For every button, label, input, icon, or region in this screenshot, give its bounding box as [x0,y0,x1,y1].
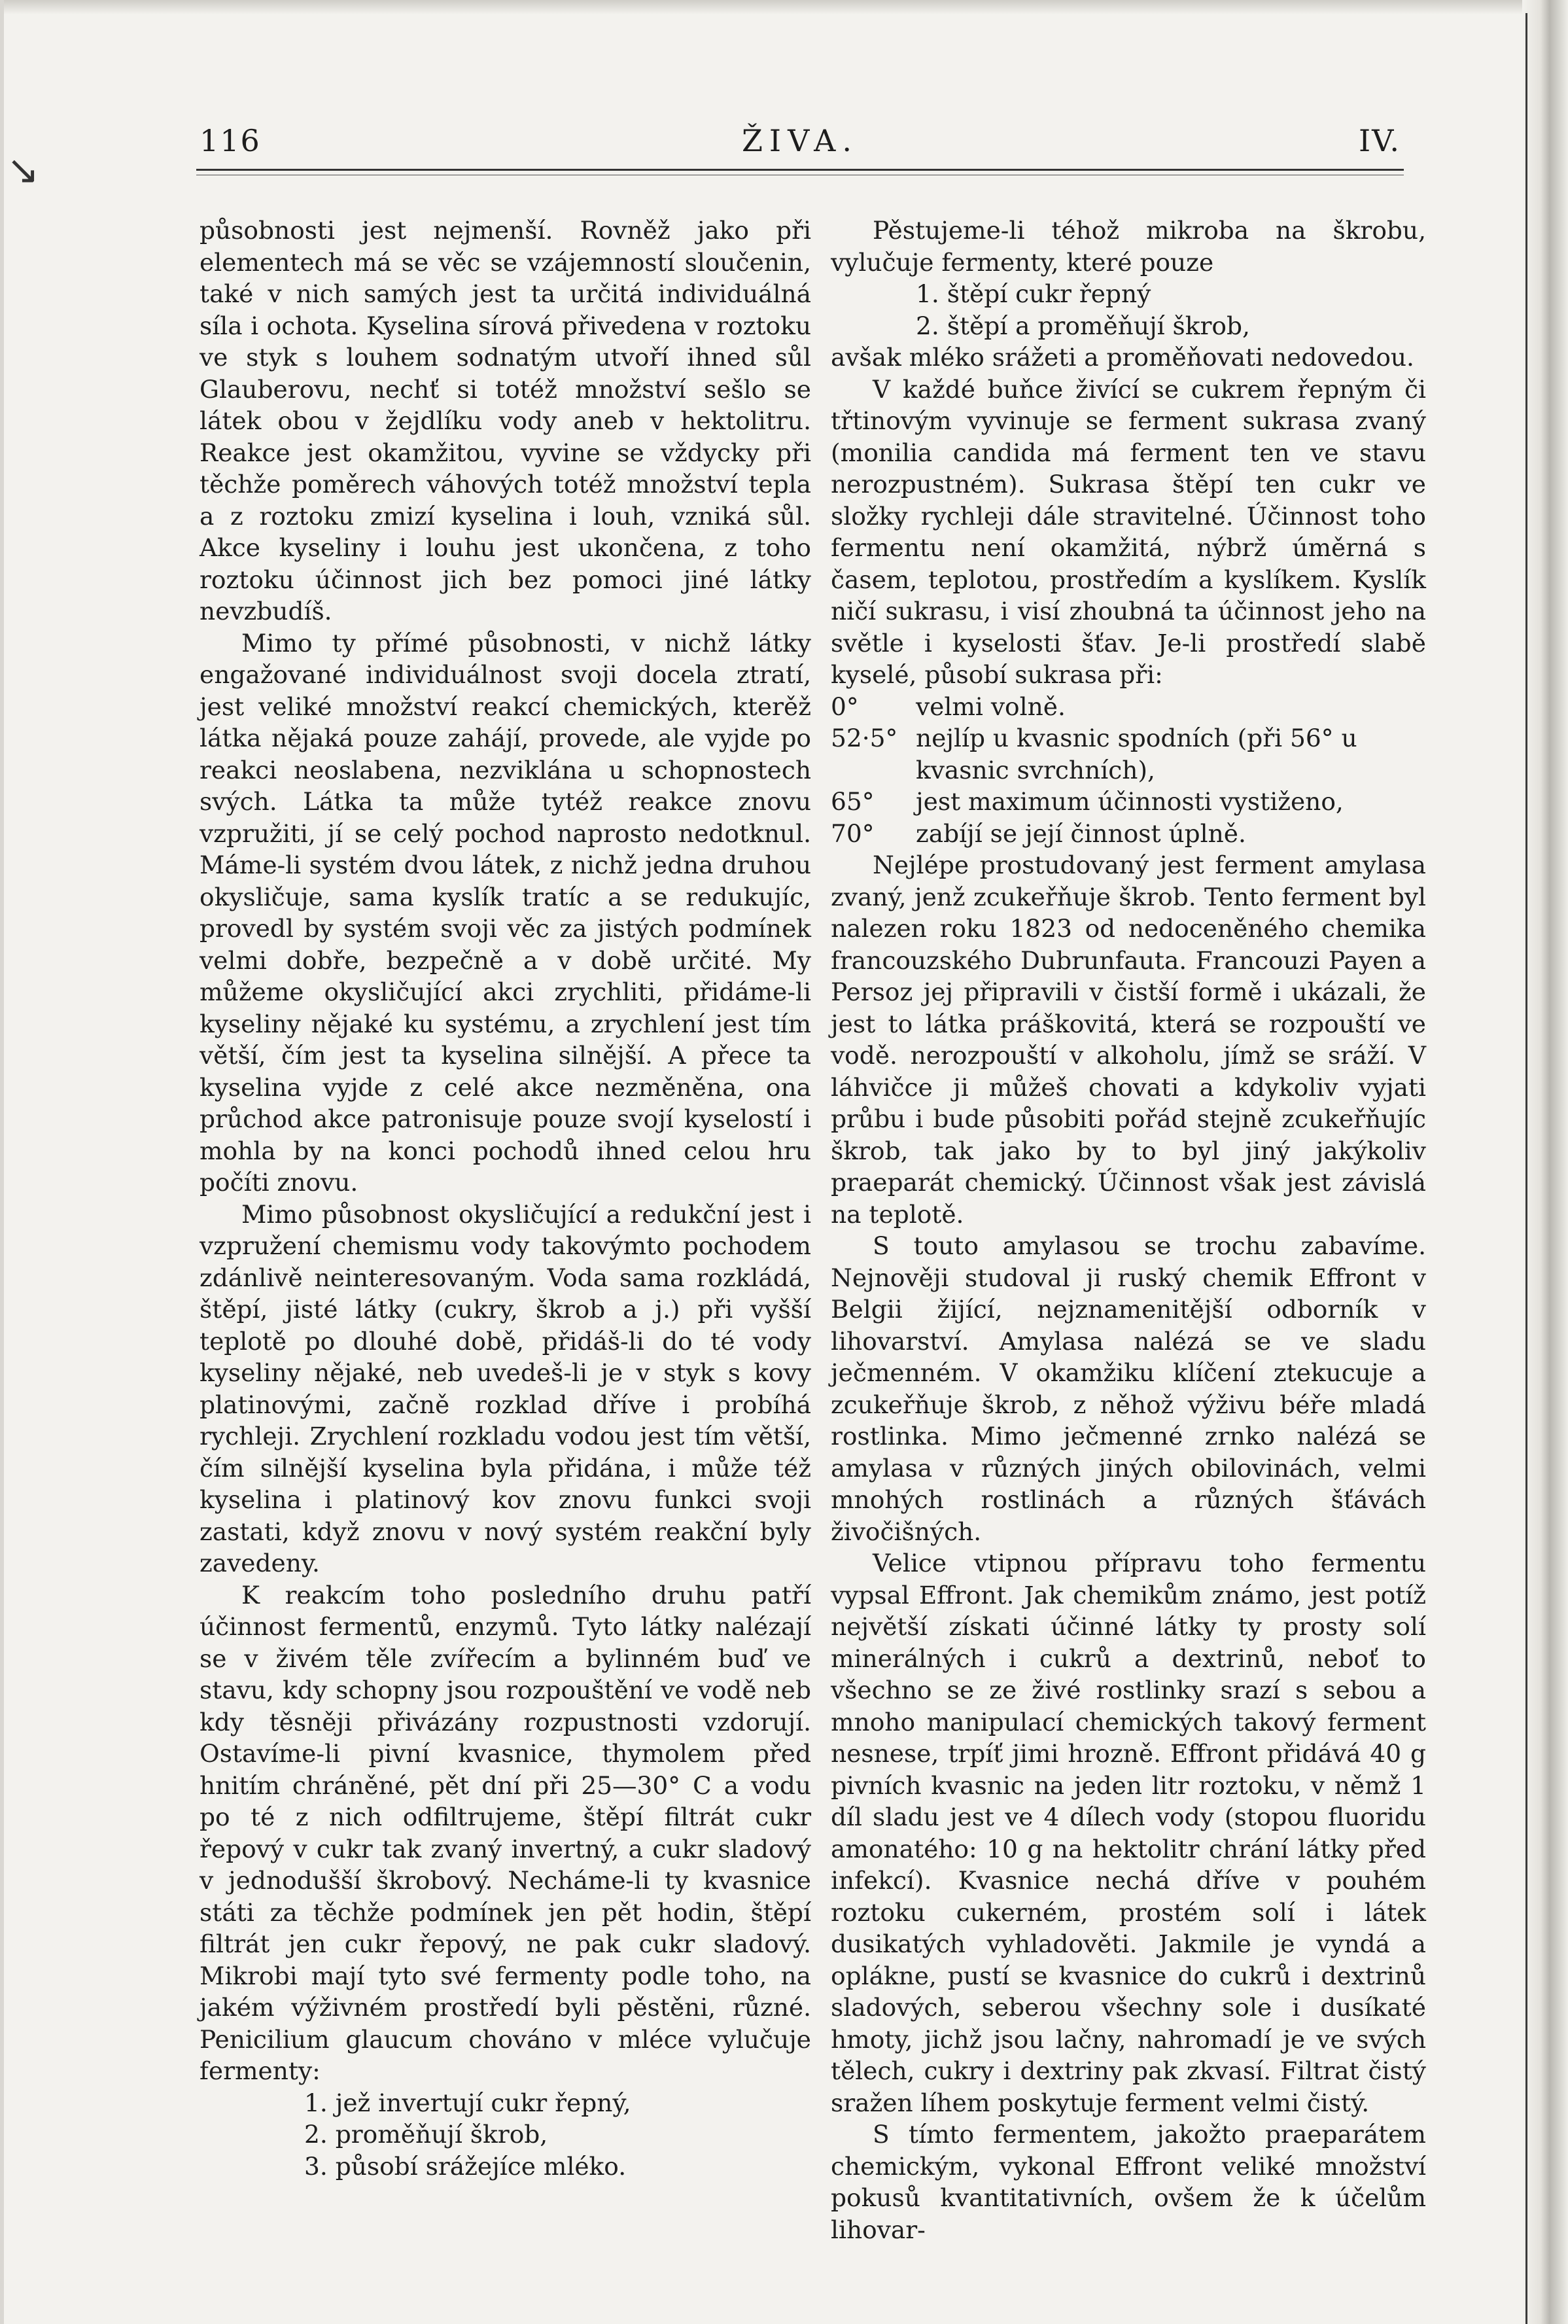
paragraph: Mimo působnost okysličující a redukční jest i vzpružení chemismu vody takovýmto pochodem zdánlivě neinteresovaným. Voda sama rozkládá, štěpí, jisté látky (cukry, škrob a j.) při vyšší teplotě po dlouhé době, přidáš-li do té vody kyseliny nějaké, neb uvedeš-li je v styk s kovy platinovými, začně rozklad dříve i probíhá rychleji. Zrychlení rozkladu vodou jest tím větší, čím silnější kyselina byla přidána, i může též kyselina i platinový kov znovu funkci svoji zastati, když znovu v nový systém reakční byly zavedeny. [200,1199,811,1577]
temperature-row [831,722,1426,786]
list-item: 2. proměňují škrob, [304,2120,548,2149]
journal-title: ŽIVA. [741,123,859,158]
paragraph: Mimo ty přímé působnosti, v nichž látky engažované individuálnost svoji docela ztratí, jest veliké množství reakcí chemických, kterěž látka nějaká pouze zahájí, provede, ale vyjde po reakci neoslabena, nezviklána u schopnostech svých. Látka ta může tytéž reakce znovu vzpružiti, jí se celý pochod naprosto nedotknul. Máme-li systém dvou látek, z nichž jedna druhou okysličuje, sama kyslík tratíc a se redukujíc, provedl by systém svoji věc za jistých podmínek velmi dobře, bezpečně a v době určité. My můžeme okysličující akci zrychliti, přidáme-li kyseliny nějaké ku systému, a zrychlení jest tím větší, čím jest ta kyselina silnější. A přece ta kyselina vyjde z celé akce nezměněna, ona průchod akce patronisuje pouze svojí kyselostí i mohla by na konci pochodů ihned celou hru počíti znovu. [200,628,811,1197]
paragraph: S tímto fermentem, jakožto praeparátem chemickým, vykonal Effront veliké množství pokusů kvantitativních, ovšem že k účelům lihovar- [831,2120,1426,2244]
paragraph: Velice vtipnou přípravu toho fermentu vypsal Effront. Jak chemikům známo, jest potíž největší získati účinné látky ty prosty solí minerálných i cukrů a dextrinů, neboť to všechno se ze živé rostlinky srazí s sebou a mnoho manipulací chemických takový ferment nesnese, trpíť jimi hrozně. Effront přidává 40 g pivních kvasnic na jeden litr roztoku, v němž 1 díl sladu jest ve 4 dílech vody (stopou fluoridu amonatého: 10 g na hektolitr chrání látky před infekcí). Kvasnice nechá dříve v pouhém roztoku cukerném, prostém solí i látek dusikatých vyhladověti. Jakmile je vyndá a oplákne, pustí se kvasnice do cukrů i dextrinů sladových, seberou všechny sole i dusíkaté hmoty, jichž jsou lačny, nahromadí je ve svých tělech, cukry i dextriny pak zkvasí. Filtrat čistý sražen líhem poskytuje ferment velmi čistý. [831,1549,1426,2117]
temperature-row [831,691,1426,723]
temperature-row [831,786,1426,818]
temperature-effect: nejlíp u kvasnic spodních (při 56° u kvasnic svrchních), [916,724,1357,784]
header-rule-thick [196,169,1404,171]
scan-edge-right [1522,0,1568,2324]
paragraph: působnosti jest nejmenší. Rovněž jako při elementech má se věc se vzájemností sloučenin, také v nich samých jest ta určitá individuálná síla i ochota. Kyselina sírová přivedena v roztoku ve styk s louhem sodnatým utvoří ihned sůl Glauberovu, nechť si totéž množství sešlo se látek obou v žejdlíku vody aneb v hektolitru. Reakce jest okamžitou, vyvine se vždycky při těchže poměrech váhových totéž množství tepla a z roztoku zmizí kyselina i louh, vzniká sůl. Akce kyseliny i louhu jest ukončena, z toho roztoku účinnost jich bez pomoci jiné látky nevzbudíš. [200,216,811,625]
paragraph: avšak mléko srážeti a proměňovati nedovedou. [831,343,1414,372]
left-column [200,215,811,2182]
paragraph: K reakcím toho posledního druhu patří účinnost fermentů, enzymů. Tyto látky nalézají se v živém těle zvířecím a bylinném buď ve stavu, kdy schopny jsou rozpouštění ve vodě neb kdy těsněji přivázány rozpustnosti vzdorují. Ostavíme-li pivní kvasnice, thymolem před hnitím chráněné, pět dní při 25—30° C a vodu po té z nich odfiltrujeme, štěpí filtrát cukr řepový v cukr tak zvaný invertný, a cukr sladový v jednodušší škrobový. Necháme-li ty kvasnice státi za těchže podmínek jen pět hodin, štěpí filtrát jen cukr řepový, ne pak cukr sladový. Mikrobi mají tyto své fermenty podle toho, na jakém výživném prostředí byli pěstěni, různé. Penicilium glaucum chováno v mléce vylučuje fermenty: [200,1580,811,2085]
list-item: 3. působí srážejíce mléko. [304,2151,627,2181]
scan-edge-top [0,0,1568,14]
list-item: 1. štěpí cukr řepný [916,279,1151,308]
right-column [831,215,1426,2245]
temperature-effect: velmi volně. [916,692,1066,721]
running-header [200,123,1401,169]
paragraph: Nejlépe prostudovaný jest ferment amylasa zvaný, jenž zcukeřňuje škrob. Tento ferment byl nalezen roku 1823 od nedoceněného chemika francouzského Dubrunfauta. Francouzi Payen a Persoz jej připravili v čistší formě i ukázali, že jest to látka práškovitá, která se rozpouští ve vodě. nerozpouští v alkoholu, jímž se sráží. V láhvičce ji můžeš chovati a kdykoliv vyjati průbu i bude působiti pořád stejně zcukeřňujíc škrob, tak jako by to byl jiný jakýkoliv praeparát chemický. Účinnost však jest závislá na teplotě. [831,851,1426,1229]
list-item: 1. jež invertují cukr řepný, [304,2088,631,2117]
temperature-value: 65° [831,787,875,816]
margin-check-mark-icon: ↘ [7,147,40,193]
temperature-effect: jest maximum účinnosti vystiženo, [916,787,1344,816]
temperature-value: 52·5° [831,724,898,752]
temperature-value: 0° [831,692,859,721]
paragraph: Pěstujeme-li téhož mikroba na škrobu, vylučuje fermenty, které pouze [831,216,1426,277]
temperature-value: 70° [831,819,875,848]
paragraph: S touto amylasou se trochu zabavíme. Nejnověji studoval ji ruský chemik Effront v Belgii žijící, nejznamenitější odborník v lihovarství. Amylasa nalézá se ve sladu ječmenném. V okamžiku klíčení ztekucuje a zcukeřňuje škrob, z něhož výživu béře mladá rostlinka. Mimo ječmenné zrnko nalézá se amylasa v různých jiných obilovinách, velmi mnohých rostlinách a různých šťávách živočišných. [831,1231,1426,1546]
temperature-effect: zabíjí se její činnost úplně. [916,819,1246,848]
volume-number: IV. [1359,123,1401,158]
scan-edge-left [0,0,4,2324]
page-number: 116 [200,123,261,158]
scan-binding-line [1525,13,1527,2324]
list-item: 2. štěpí a proměňují škrob, [916,311,1250,340]
paragraph: V každé buňce živící se cukrem řepným či třtinovým vyvinuje se ferment sukrasa zvaný (monilia candida má ferment ten ve stavu nerozpustném). Sukrasa štěpí ten cukr ve složky rychleji dále stravitelné. Účinnost toho fermentu není okamžitá, nýbrž úměrná s časem, teplotou, prostředím a kyslíkem. Kyslík ničí sukrasu, i visí zhoubná ta účinnost jeho na světle i kyselosti šťav. Je-li prostředí slabě kyselé, působí sukrasa při: [831,374,1426,689]
temperature-row [831,818,1426,850]
